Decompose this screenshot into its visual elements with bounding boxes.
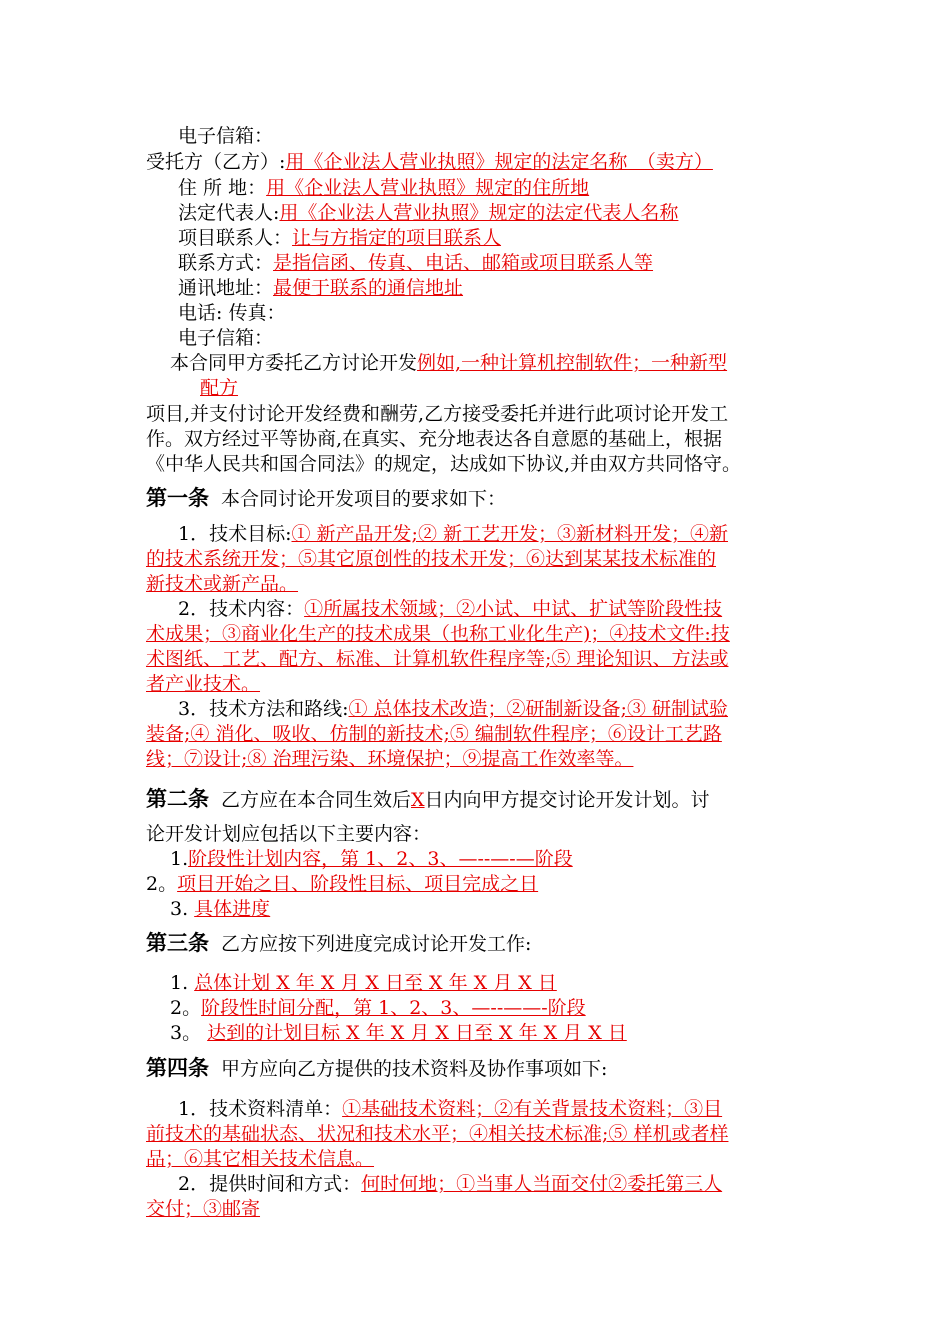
item-hint: 品；⑥其它相关技术信息。	[146, 1148, 375, 1170]
contact-label: 项目联系人：	[178, 227, 293, 249]
article-3-title: 第三条	[146, 931, 209, 955]
article-1-item-1	[178, 522, 836, 546]
article-4-text: 甲方应向乙方提供的技术资料及协作事项如下:	[221, 1058, 608, 1080]
item-hint: 具体进度	[194, 898, 271, 920]
rep-hint: 用《企业法人营业执照》规定的法定代表人名称	[279, 202, 679, 224]
article-1-title: 第一条	[146, 486, 209, 510]
intro-line-4: 作。双方经过平等协商,在真实、充分地表达各自意愿的基础上，根据	[146, 428, 723, 450]
email-label: 电子信箱：	[178, 327, 274, 349]
article-1-item-2-cont	[146, 672, 836, 696]
item-hint: 交付；③邮寄	[146, 1198, 261, 1220]
item-label: 2．技术内容：	[178, 598, 305, 620]
method-label: 联系方式：	[178, 252, 274, 274]
article-4-item-2	[178, 1172, 836, 1196]
days-placeholder: X	[411, 789, 425, 811]
article-2-text: 乙方应在本合同生效后	[221, 789, 412, 811]
article-1-item-3-cont	[146, 722, 836, 746]
item-hint: 术成果；③商业化生产的技术成果（也称工业化生产)；④技术文件:技	[146, 623, 730, 645]
article-2-item-3	[170, 897, 836, 921]
article-4-item-2-cont	[146, 1197, 836, 1221]
party-b-rep-line	[178, 201, 836, 225]
article-2-text: 日内向甲方提交讨论开发计划。讨	[424, 789, 710, 811]
item-hint: 前技术的基础状态、状况和技术水平；④相关技术标准;⑤ 样机或者样	[146, 1123, 729, 1145]
article-3-text: 乙方应按下列进度完成讨论开发工作:	[221, 933, 532, 955]
party-b-email-line	[178, 326, 836, 350]
party-b-contact-line	[178, 226, 836, 250]
article-4-title: 第四条	[146, 1056, 209, 1080]
article-2-heading	[146, 787, 836, 812]
contact-hint: 让与方指定的项目联系人	[292, 227, 502, 249]
item-hint: 装备;④ 消化、吸收、仿制的新技术;⑤ 编制软件程序；⑥设计工艺路	[146, 723, 722, 745]
item-hint: ① 新产品开发;② 新工艺开发；③新材料开发；④新	[291, 523, 728, 545]
party-b-name-line	[146, 150, 836, 174]
postal-hint: 最便于联系的通信地址	[273, 277, 464, 299]
item-hint: 术图纸、工艺、配方、标准、计算机软件程序等;⑤ 理论知识、方法或	[146, 648, 729, 670]
article-1-text: 本合同讨论开发项目的要求如下：	[221, 488, 507, 510]
article-3-item-1	[170, 971, 836, 995]
intro-line-1	[170, 351, 836, 375]
item-hint: 总体计划 X 年 X 月 X 日至 X 年 X 月 X 日	[194, 972, 557, 994]
item-label: 2。	[146, 873, 178, 895]
article-1-item-2-cont	[146, 622, 836, 646]
party-b-postal-line	[178, 276, 836, 300]
item-hint: ①所属技术领域；②小试、中试、扩试等阶段性技	[304, 598, 723, 620]
article-2-item-1	[170, 847, 836, 871]
item-hint: 阶段性计划内容，第 1、2、3、—--—-—阶段	[188, 848, 573, 870]
intro-line-5: 《中华人民共和国合同法》的规定，达成如下协议,并由双方共同恪守。	[146, 453, 742, 475]
rep-label: 法定代表人:	[178, 202, 280, 224]
item-label: 3。	[170, 1022, 208, 1044]
item-label: 3.	[170, 898, 195, 920]
article-2-title: 第二条	[146, 787, 209, 811]
party-b-method-line	[178, 251, 836, 275]
address-label: 住 所 地：	[178, 177, 267, 199]
article-1-item-2-cont	[146, 647, 836, 671]
article-2-line-2: 论开发计划应包括以下主要内容：	[146, 823, 432, 845]
party-b-phone-line	[178, 301, 836, 325]
address-hint: 用《企业法人营业执照》规定的住所地	[266, 177, 590, 199]
article-1-item-1-cont	[146, 572, 836, 596]
item-hint: ①基础技术资料；②有关背景技术资料；③目	[342, 1098, 723, 1120]
method-hint: 是指信函、传真、电话、邮箱或项目联系人等	[273, 252, 654, 274]
article-3-heading	[146, 931, 836, 956]
item-hint: 项目开始之日、阶段性目标、项目完成之日	[177, 873, 539, 895]
article-1-item-3-cont	[146, 747, 836, 771]
item-hint: 者产业技术。	[146, 673, 261, 695]
item-hint: 何时何地；①当事人当面交付②委托第三人	[361, 1173, 723, 1195]
intro-line-2	[200, 376, 836, 400]
article-4-item-1	[178, 1097, 836, 1121]
intro-example-cont: 配方	[200, 377, 239, 399]
article-3-item-3	[170, 1021, 836, 1045]
item-hint: 的技术系统开发；⑤其它原创性的技术开发；⑥达到某某技术标准的	[146, 548, 717, 570]
article-1-item-3	[178, 697, 836, 721]
item-label: 1.	[170, 848, 189, 870]
article-4-item-1-cont	[146, 1147, 836, 1171]
postal-label: 通讯地址：	[178, 277, 274, 299]
item-hint: 新技术或新产品。	[146, 573, 299, 595]
party-b-name-hint: 用《企业法人营业执照》规定的法定名称 （卖方）	[285, 151, 713, 173]
item-hint: 线；⑦设计;⑧ 治理污染、环境保护；⑨提高工作效率等。	[146, 748, 634, 770]
item-label: 2。	[170, 997, 202, 1019]
item-label: 1．技术目标:	[178, 523, 292, 545]
item-label: 3．技术方法和路线:	[178, 698, 349, 720]
intro-line-3: 项目,并支付讨论开发经费和酬劳,乙方接受委托并进行此项讨论开发工	[146, 403, 729, 425]
article-2-item-2	[146, 872, 836, 896]
intro-prefix: 本合同甲方委托乙方讨论开发	[170, 352, 418, 374]
item-hint: 达到的计划目标 X 年 X 月 X 日至 X 年 X 月 X 日	[207, 1022, 627, 1044]
article-1-item-2	[178, 597, 836, 621]
item-hint: 阶段性时间分配，第 1、2、3、—--——-阶段	[201, 997, 586, 1019]
article-1-item-1-cont	[146, 547, 836, 571]
article-4-item-1-cont	[146, 1122, 836, 1146]
party-b-label: 受托方（乙方）:	[146, 151, 286, 173]
item-label: 1．技术资料清单：	[178, 1098, 343, 1120]
party-a-email	[178, 124, 836, 148]
phone-label: 电话: 传真：	[178, 302, 286, 324]
intro-example: 例如,一种计算机控制软件；一种新型	[417, 352, 728, 374]
article-3-item-2	[170, 996, 836, 1020]
item-hint: ① 总体技术改造；②研制新设备;③ 研制试验	[348, 698, 728, 720]
article-1-heading	[146, 486, 836, 511]
article-4-heading	[146, 1056, 836, 1081]
party-b-address-line	[178, 176, 836, 200]
item-label: 1.	[170, 972, 195, 994]
item-label: 2．提供时间和方式：	[178, 1173, 362, 1195]
email-label: 电子信箱：	[178, 125, 274, 147]
